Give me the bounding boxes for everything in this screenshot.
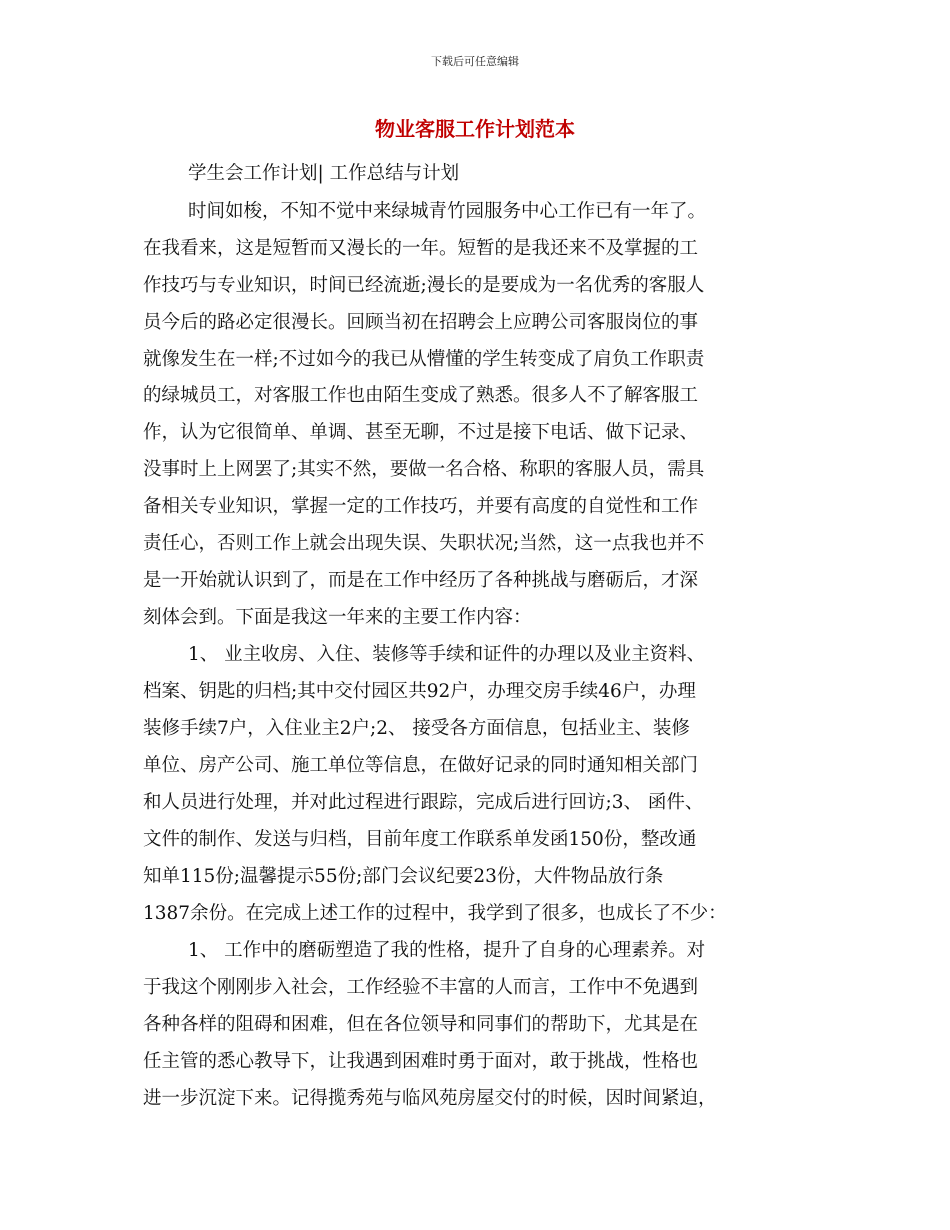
- body-line: 任主管的悉心教导下，让我遇到困难时勇于面对，敢于挑战，性格也: [143, 1051, 699, 1072]
- subtitle-line: 学生会工作计划| 工作总结与计划: [188, 163, 460, 184]
- list-item-line: 1、 业主收房、入住、装修等手续和证件的办理以及业主资料、: [188, 644, 706, 665]
- body-line: 和人员进行处理，并对此过程进行跟踪，完成后进行回访;3、 函件、: [143, 792, 704, 813]
- body-line: 在我看来，这是短暂而又漫长的一年。短暂的是我还来不及掌握的工: [143, 238, 699, 259]
- body-line: 知单115份;温馨提示55份;部门会议纪要23份，大件物品放行条: [143, 866, 664, 887]
- body-line: 就像发生在一样;不过如今的我已从懵懂的学生转变成了肩负工作职责: [143, 349, 705, 370]
- body-line: 进一步沉淀下来。记得揽秀苑与临风苑房屋交付的时候，因时间紧迫，: [143, 1088, 717, 1109]
- body-line: 1387余份。在完成上述工作的过程中，我学到了很多，也成长了不少：: [143, 903, 727, 924]
- body-line: 于我这个刚刚步入社会，工作经验不丰富的人而言，工作中不免遇到: [143, 977, 699, 998]
- body-line: 单位、房产公司、施工单位等信息，在做好记录的同时通知相关部门: [143, 755, 699, 776]
- document-title: 物业客服工作计划范本: [375, 117, 575, 141]
- body-line: 档案、钥匙的归档;其中交付园区共92户，办理交房手续46户，办理: [143, 681, 696, 702]
- list-item-line: 1、 工作中的磨砺塑造了我的性格，提升了自身的心理素养。对: [188, 940, 706, 961]
- body-line: 时间如梭，不知不觉中来绿城青竹园服务中心工作已有一年了。: [188, 201, 707, 222]
- body-line: 装修手续7户，入住业主2户;2、 接受各方面信息，包括业主、装修: [143, 718, 690, 739]
- body-line: 作，认为它很简单、单调、甚至无聊，不过是接下电话、做下记录、: [143, 422, 699, 443]
- body-line: 备相关专业知识，掌握一定的工作技巧，并要有高度的自觉性和工作: [143, 496, 699, 517]
- body-line: 员今后的路必定很漫长。回顾当初在招聘会上应聘公司客服岗位的事: [143, 312, 699, 333]
- body-line: 是一开始就认识到了，而是在工作中经历了各种挑战与磨砺后，才深: [143, 570, 699, 591]
- page-header: 下载后可任意编辑: [431, 55, 519, 68]
- body-line: 没事时上上网罢了;其实不然，要做一名合格、称职的客服人员，需具: [143, 459, 705, 480]
- body-line: 刻体会到。下面是我这一年来的主要工作内容：: [143, 607, 532, 628]
- body-line: 各种各样的阻碍和困难，但在各位领导和同事们的帮助下，尤其是在: [143, 1014, 699, 1035]
- body-line: 文件的制作、发送与归档，目前年度工作联系单发函150份，整改通: [143, 829, 697, 850]
- body-line: 的绿城员工，对客服工作也由陌生变成了熟悉。很多人不了解客服工: [143, 385, 699, 406]
- body-line: 责任心，否则工作上就会出现失误、失职状况;当然，这一点我也并不: [143, 533, 705, 554]
- body-line: 作技巧与专业知识，时间已经流逝;漫长的是要成为一名优秀的客服人: [143, 275, 705, 296]
